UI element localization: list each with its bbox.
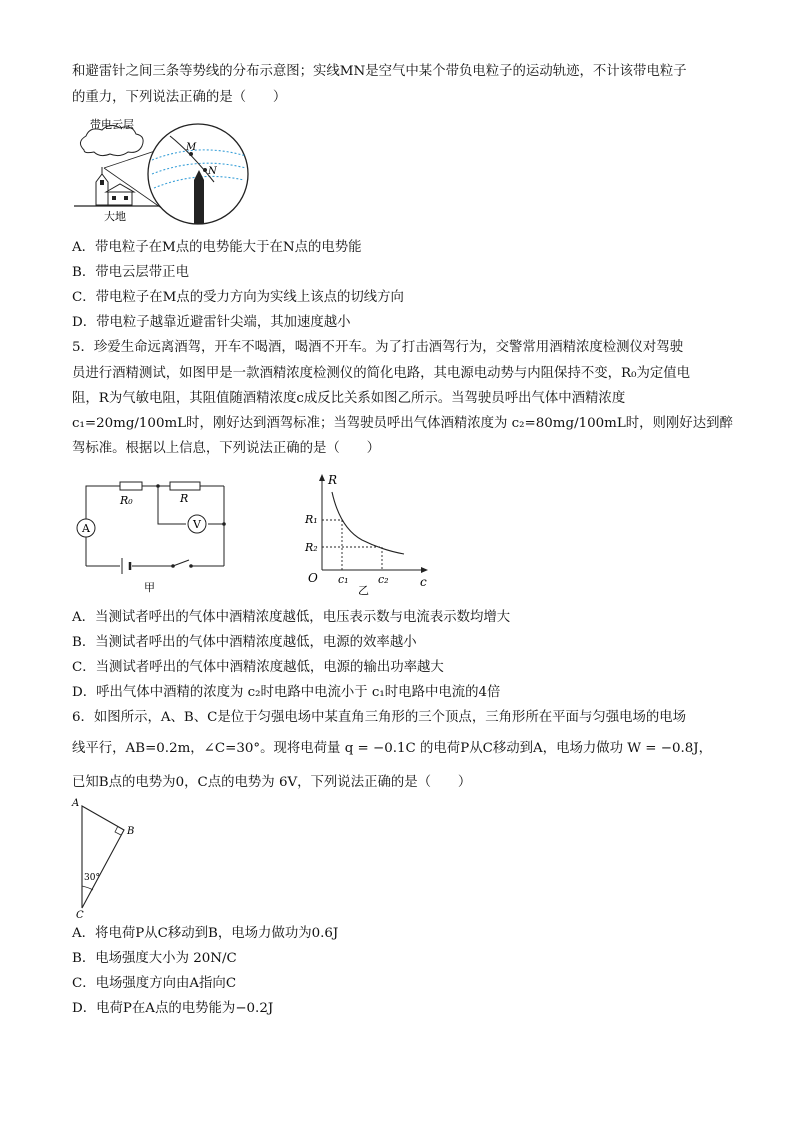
axis-c-label: c bbox=[420, 575, 427, 589]
c1-label: c₁ bbox=[338, 573, 349, 586]
triangle-figure bbox=[70, 796, 150, 922]
vertex-b-label: B bbox=[127, 826, 135, 837]
q4-option-a: A．带电粒子在M点的电势能大于在N点的电势能 bbox=[72, 240, 362, 255]
resistor-r bbox=[170, 482, 200, 490]
inverse-curve bbox=[332, 492, 404, 554]
q6-option-b: B．电场强度大小为 20N/C bbox=[72, 951, 237, 966]
origin-label: O bbox=[308, 571, 318, 585]
q6-stem-line-3: 已知B点的电势为0，C点的电势为 6V，下列说法正确的是（ ） bbox=[72, 775, 472, 790]
ammeter-label: A bbox=[82, 522, 90, 535]
q5-stem-line-2: 员进行酒精测试，如图甲是一款酒精浓度检测仪的简化电路，其电源电动势与内阻保持不变，R₀为定值电 bbox=[72, 366, 691, 381]
q5-option-d: D．呼出气体中酒精的浓度为 c₂时电路中电流小于 c₁时电路中电流的4倍 bbox=[72, 685, 501, 700]
r0-label: R₀ bbox=[120, 494, 133, 507]
figure-yi-caption: 乙 bbox=[358, 584, 369, 597]
q4-option-c: C．带电粒子在M点的受力方向为实线上该点的切线方向 bbox=[72, 290, 404, 305]
q6-option-c: C．电场强度方向由A指向C bbox=[72, 976, 237, 991]
q4-option-b: B．带电云层带正电 bbox=[72, 265, 189, 280]
circuit-diagram-jia bbox=[70, 474, 240, 596]
resistor-r0 bbox=[120, 482, 142, 490]
figure-jia-caption: 甲 bbox=[144, 581, 155, 594]
r1-label: R₁ bbox=[305, 513, 318, 526]
c2-label: c₂ bbox=[378, 573, 389, 586]
q6-option-a: A．将电荷P从C移动到B，电场力做功为0.6J bbox=[72, 926, 339, 941]
triangle-abc bbox=[82, 806, 124, 908]
q5-stem-line-4: c₁=20mg/100mL时，刚好达到酒驾标准；当驾驶员呼出气体酒精浓度为 c₂=80mg/100mL时，则刚好达到醉 bbox=[72, 416, 733, 431]
point-n-label: N bbox=[208, 166, 217, 177]
q4-stem-line-1: 和避雷针之间三条等势线的分布示意图；实线MN是空气中某个带负电粒子的运动轨迹，不计该带电粒子 bbox=[72, 64, 687, 79]
r2-label: R₂ bbox=[305, 541, 318, 554]
vertex-a-label: A bbox=[72, 798, 80, 809]
ground-label: 大地 bbox=[104, 210, 126, 223]
lightning-rod bbox=[194, 170, 204, 224]
point-m-label: M bbox=[186, 142, 197, 153]
axis-r-label: R bbox=[328, 473, 338, 487]
q5-stem-line-1: 5．珍爱生命远离酒驾，开车不喝酒，喝酒不开车。为了打击酒驾行为，交警常用酒精浓度检测仪对驾驶 bbox=[72, 340, 684, 355]
q4-option-d: D．带电粒子越靠近避雷针尖端，其加速度越小 bbox=[72, 315, 351, 330]
vertex-c-label: C bbox=[76, 910, 84, 921]
house bbox=[96, 174, 108, 205]
angle-label: 30° bbox=[84, 873, 100, 883]
cloud-label: 带电云层 bbox=[90, 118, 134, 131]
switch bbox=[173, 560, 189, 566]
graph-yi bbox=[300, 470, 440, 600]
q4-stem-line-2: 的重力，下列说法正确的是（ ） bbox=[72, 90, 287, 105]
q5-option-a: A．当测试者呼出的气体中酒精浓度越低，电压表示数与电流表示数均增大 bbox=[72, 610, 511, 625]
q5-option-c: C．当测试者呼出的气体中酒精浓度越低，电源的输出功率越大 bbox=[72, 660, 444, 675]
q5-option-b: B．当测试者呼出的气体中酒精浓度越低，电源的效率越小 bbox=[72, 635, 417, 650]
r-label: R bbox=[180, 492, 189, 505]
q5-stem-line-5: 驾标准。根据以上信息，下列说法正确的是（ ） bbox=[72, 441, 380, 456]
q6-stem-line-1: 6．如图所示，A、B、C是位于匀强电场中某直角三角形的三个顶点，三角形所在平面与匀强电场的电场 bbox=[72, 710, 687, 725]
q5-stem-line-3: 阻，R为气敏电阻，其阻值随酒精浓度c成反比关系如图乙所示。当驾驶员呼出气体中酒精浓度 bbox=[72, 391, 626, 406]
q4-figure bbox=[72, 112, 272, 228]
voltmeter-label: V bbox=[193, 518, 201, 531]
q6-stem-line-2: 线平行，AB=0.2m，∠C=30°。现将电荷量 q = −0.1C 的电荷P从C移动到A，电场力做功 W = −0.8J， bbox=[72, 741, 713, 756]
q6-option-d: D．电荷P在A点的电势能为−0.2J bbox=[72, 1001, 274, 1016]
